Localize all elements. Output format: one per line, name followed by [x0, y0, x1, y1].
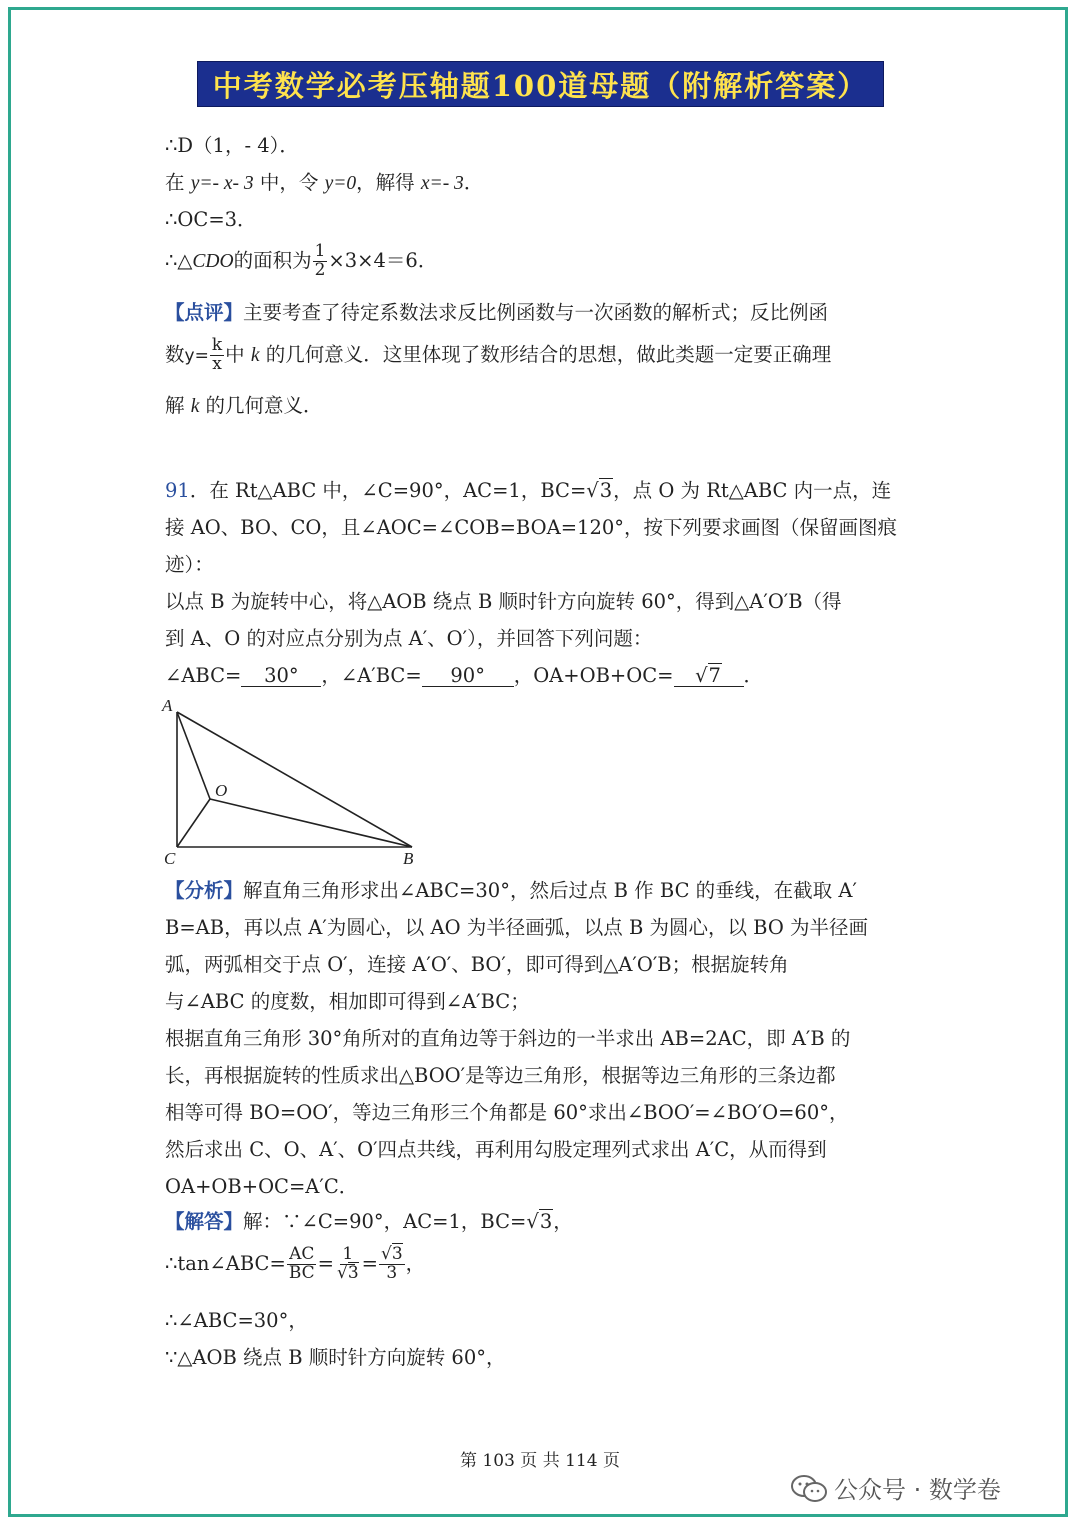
solution-line-1: 【解答】解：∵∠C=90°，AC=1，BC=√3， [165, 1210, 573, 1233]
label-o: O [215, 781, 228, 800]
answer-blank-1: 30° [241, 666, 321, 687]
comment-line-3: 解 k 的几何意义． [165, 394, 323, 417]
fraction-ac-bc: $\frac{AC}{BC}$ [288, 1244, 315, 1283]
fraction-half: $\frac{1}{2}$ [314, 241, 326, 280]
line-area: ∴△CDO的面积为 $\frac{1}{2}$ ×3×4＝6． [165, 241, 438, 280]
segment-bo [210, 799, 412, 847]
solution-line-2: ∴tan∠ABC= $\frac{AC}{BC}$ = $\frac{1}{√3}$ = $\frac{√3}{3}$ ， [165, 1244, 426, 1283]
answer-blank-2: 90° [422, 666, 514, 687]
line-d-coord: ∴D（1，- 4）． [165, 134, 299, 157]
analysis-line-3: 弧，两弧相交于点 O′，连接 A′O′、BO′，即可得到△A′O′B；根据旋转角 [165, 953, 789, 976]
analysis-line-7: 相等可得 BO=OO′，等边三角形三个角都是 60°求出∠BOO′=∠BO′O=60°， [165, 1101, 849, 1124]
fraction-1-sqrt3: $\frac{1}{√3}$ [336, 1244, 359, 1283]
comment-tag: 【点评】 [165, 301, 244, 324]
analysis-line-2: B=AB，再以点 A′为圆心，以 AO 为半径画弧，以点 B 为圆心，以 BO 为半径画 [165, 916, 869, 939]
analysis-line-9: OA+OB+OC=A′C． [165, 1175, 359, 1198]
page-number: 第 103 页 共 114 页 [460, 1451, 620, 1471]
solution-tag: 【解答】 [165, 1210, 244, 1233]
answer-blank-3: √7 [674, 666, 744, 687]
comment-line-1: 【点评】主要考查了待定系数法求反比例函数与一次函数的解析式；反比例函 [165, 301, 829, 324]
segment-ab [177, 712, 412, 847]
question-line-2: 接 AO、BO、CO，且∠AOC=∠COB=BOA=120°，按下列要求画图（保留画图痕 [165, 516, 898, 539]
title-banner [198, 62, 883, 106]
label-c: C [164, 849, 176, 868]
label-a: A [162, 696, 173, 715]
fraction-sqrt3-3: $\frac{√3}{3}$ [381, 1244, 403, 1283]
question-line-4: 以点 B 为旋转中心，将△AOB 绕点 B 顺时针方向旋转 60°，得到△A′O′B（得 [165, 590, 842, 613]
comment-line-2: 数y= $\frac{k}{x}$ 中 k 的几何意义．这里体现了数形结合的思想，做此类题一定要正确理 [165, 335, 832, 374]
watermark-text: 公众号 · 数学卷 [834, 1476, 1001, 1504]
fraction-k-over-x: $\frac{k}{x}$ [211, 335, 223, 374]
segment-co [177, 799, 210, 847]
analysis-line-6: 长，再根据旋转的性质求出△BOO′是等边三角形，根据等边三角形的三条边都 [165, 1064, 836, 1087]
question-number: 91 [165, 479, 190, 502]
solution-line-4: ∵△AOB 绕点 B 顺时针方向旋转 60°， [165, 1346, 506, 1369]
analysis-line-8: 然后求出 C、O、A′、O′四点共线，再利用勾股定理列式求出 A′C，从而得到 [165, 1138, 827, 1161]
wechat-icon [790, 1473, 828, 1503]
analysis-tag: 【分析】 [165, 879, 244, 902]
line-solve-x: 在 y=- x- 3 中，令 y=0，解得 x=- 3． [165, 171, 484, 194]
analysis-line-5: 根据直角三角形 30°角所对的直角边等于斜边的一半求出 AB=2AC，即 A′B 的 [165, 1027, 851, 1050]
question-line-5: 到 A、O 的对应点分别为点 A′、O′），并回答下列问题： [165, 627, 653, 650]
line-oc: ∴OC=3． [165, 208, 257, 231]
triangle-figure [160, 695, 430, 870]
sqrt-3: √3 [586, 479, 613, 502]
question-line-3: 迹）： [165, 553, 214, 576]
analysis-line-1: 【分析】解直角三角形求出∠ABC=30°，然后过点 B 作 BC 的垂线，在截取 A′ [165, 879, 857, 902]
segment-ao [177, 712, 210, 799]
solution-line-3: ∴∠ABC=30°， [165, 1309, 308, 1332]
analysis-line-4: 与∠ABC 的度数，相加即可得到∠A′BC； [165, 990, 530, 1013]
watermark [790, 1470, 1001, 1505]
label-b: B [403, 849, 414, 868]
page-title: 中考数学必考压轴题100道母题（附解析答案） [212, 68, 869, 103]
question-answers: ∠ABC= 30° ，∠A′BC= 90° ，OA+OB+OC= √7 ． [165, 664, 764, 687]
question-line-1: 91．在 Rt△ABC 中，∠C=90°，AC=1，BC=√3，点 O 为 Rt△ABC 内一点，连 [165, 479, 892, 502]
